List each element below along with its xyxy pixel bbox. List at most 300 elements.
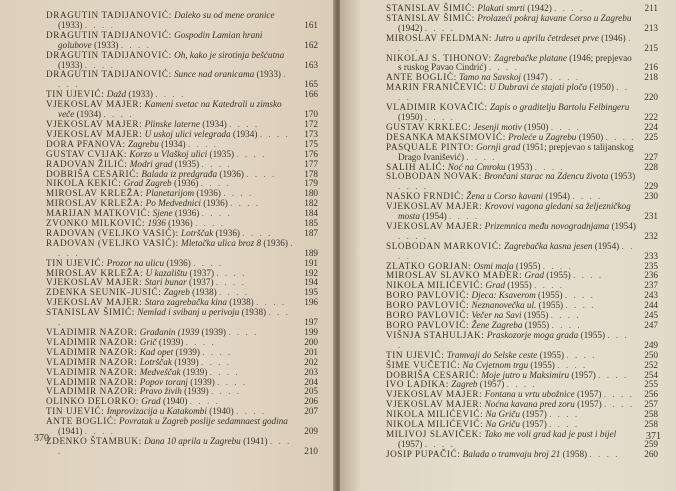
entry-page: 177 (304, 158, 318, 169)
entry-author: TIN UJEVIĆ: (46, 406, 105, 417)
dot-leader: . . . . (229, 118, 260, 129)
entry-year: (1942) (527, 3, 552, 13)
toc-entry (386, 83, 658, 103)
dot-leader: . . . . (200, 178, 231, 189)
toc-entry (46, 437, 318, 457)
entry-page: 249 (644, 339, 658, 350)
page-number: 370 (34, 433, 49, 444)
entry-author: STANISLAV ŠIMIĆ: (386, 12, 475, 23)
entry-year: (1933) (128, 89, 153, 100)
entry-page: 206 (304, 396, 318, 407)
entry-year: (1933) (93, 39, 119, 50)
entry-page: 191 (304, 257, 318, 268)
entry-year: (1935) (209, 148, 235, 159)
entry-author: VJEKOSLAV MAJER: (46, 297, 143, 308)
entry-year: (1957) (571, 369, 596, 380)
dot-leader: . . . . (228, 327, 259, 337)
entry-year: (1957) (522, 409, 547, 420)
dot-leader: . . . . (236, 148, 267, 159)
entry-title: Pravo živih (139, 386, 182, 397)
dot-leader: . . . . (550, 72, 581, 83)
entry-page: 175 (304, 138, 318, 149)
dot-leader: . . . . (194, 218, 226, 229)
entry-author: VLADIMIR NAZOR: (46, 386, 138, 397)
entry-author: NIKOLA MILIĆEVIĆ: (386, 409, 484, 420)
toc-entry (386, 14, 658, 34)
entry-author: DRAGUTIN TADIJANOVIĆ: (46, 49, 172, 60)
entry-page: 229 (644, 181, 658, 192)
dot-leader: . . . . (551, 320, 582, 330)
entry-page: 197 (304, 317, 318, 328)
entry-year: (1955) (507, 280, 532, 291)
entry-page: 218 (644, 72, 658, 83)
entry-year: (1950) (398, 111, 423, 122)
entry-author: NIKOLAJ S. TIHONOV: (386, 52, 492, 63)
entry-title: Prozor na ulicu (106, 257, 165, 268)
dot-leader: . . . . (566, 349, 597, 360)
entry-title: Grad (485, 280, 505, 291)
toc-entry (46, 100, 318, 120)
entry-title: Zagrebačke platane (494, 52, 567, 63)
entry-year: (1934) (202, 118, 227, 129)
entry-year: (1936) (173, 178, 199, 189)
entry-page: 203 (304, 366, 318, 377)
entry-page: 179 (304, 178, 318, 189)
entry-page: 245 (644, 310, 658, 321)
left-page (0, 0, 336, 491)
entry-page: 180 (304, 188, 318, 199)
entry-year: (1957) (479, 379, 505, 390)
entry-title: Na Griču (485, 419, 520, 430)
entry-title: Brončani starac na Zdencu života (484, 171, 609, 182)
dot-leader: . . . . (103, 109, 134, 120)
entry-author: ANTE BOGLIĆ: (46, 416, 117, 427)
entry-page: 184 (304, 208, 318, 219)
entry-author: ZDENKA SEUNIK-JUSIĆ: (46, 287, 162, 298)
entry-title: Zapis o graditelju Bartolu Felbingeru (489, 102, 630, 113)
entry-page: 207 (304, 406, 318, 417)
entry-page: 187 (304, 227, 318, 238)
entry-year: (1939) (190, 376, 215, 387)
dot-leader: . . . . (236, 406, 267, 417)
dot-leader: . . . . (200, 356, 232, 367)
entry-page: 225 (644, 131, 658, 142)
toc-entry (386, 222, 658, 242)
entry-author: DRAGUTIN TADIJANOVIĆ: (46, 10, 172, 20)
entry-title: Djeca: Ksaverom (471, 290, 536, 301)
entry-title: 1936 (147, 218, 166, 229)
entry-page: 254 (644, 369, 658, 380)
entry-title: U Dubravi će stajati ploča (489, 82, 588, 93)
entry-page: 201 (304, 346, 318, 357)
entry-author: SALIH ALIĆ: (386, 161, 446, 172)
entry-page: 210 (304, 445, 318, 456)
dot-leader: . . . . (554, 3, 585, 13)
entry-title: Dana 10 aprila u Zagrebu (144, 435, 241, 446)
entry-author: DRAGUTIN TADIJANOVIĆ: (46, 29, 172, 40)
entry-author: MIROSLAV SLAVKO MAĐER: (386, 270, 523, 281)
entry-page: 258 (644, 409, 658, 420)
dot-leader: . . . . (424, 111, 455, 122)
dot-leader: . . . . (424, 438, 455, 449)
dot-leader: . . . . (398, 32, 633, 53)
entry-title: Sjene (152, 208, 173, 219)
entry-year: (1947) (523, 72, 548, 83)
entry-title: Zagreb (163, 287, 190, 298)
dot-leader: . . . . (398, 240, 635, 261)
entry-author: STANISLAV ŠIMIĆ: (46, 307, 135, 318)
toc-entry (386, 54, 658, 74)
dot-leader: . . . . (216, 267, 247, 278)
entry-author: VJEKOSLAV MAJER: (386, 399, 483, 410)
entry-year: (1950) (523, 121, 549, 132)
dot-leader: . . . . (223, 188, 254, 199)
entry-title: Grad Zagreb (123, 178, 172, 189)
dot-leader: . . . . (534, 161, 565, 172)
entry-title: Jesenji motiv (473, 121, 522, 132)
entry-title: Praskozorje moga grada (486, 329, 579, 340)
entry-page: 237 (644, 280, 658, 291)
toc-entry (386, 172, 658, 192)
entry-year: (1957) (576, 389, 602, 400)
entry-page: 222 (644, 111, 658, 122)
entry-title: Lotrščak (139, 356, 172, 367)
dot-leader: . . . . (187, 138, 218, 149)
dot-leader: . . . . (189, 396, 220, 407)
entry-page: 213 (644, 22, 658, 33)
dot-leader: . . . . (598, 369, 629, 380)
entry-author: RADOVAN ŽILIĆ: (46, 158, 128, 169)
entry-year: (1942) (398, 22, 423, 33)
entry-year: (1934) (232, 128, 258, 139)
entry-author: VJEKOSLAV MAJER: (386, 220, 483, 231)
entry-author: VLADIMIR NAZOR: (46, 346, 138, 357)
dot-leader: . . . . (259, 128, 290, 139)
entry-page: 247 (644, 320, 658, 330)
dot-leader: . . . . (549, 419, 580, 430)
entry-page: 182 (304, 198, 318, 209)
entry-year: (1955) (515, 260, 541, 271)
entry-author: BORO PAVLOVIĆ: (386, 290, 470, 301)
entry-year: (1933) (256, 69, 281, 80)
dot-leader: . . . . (215, 277, 246, 288)
dot-leader: . . . . (58, 237, 295, 258)
entry-author: VLADIMIR NAZOR: (46, 336, 138, 347)
entry-title: Grad (141, 396, 161, 407)
entry-page: 235 (644, 260, 658, 271)
entry-page: 170 (304, 109, 318, 120)
entry-page: 227 (644, 151, 658, 162)
entry-year: (1954) (545, 191, 570, 202)
toc-entry (386, 34, 658, 54)
dot-leader: . . . . (424, 22, 455, 33)
entry-author: ZVONKO MILKOVIĆ: (46, 218, 146, 229)
entry-title: Prolazeći pokraj kavane Corso u Zagrebu (477, 12, 632, 23)
entry-author: VLADIMIR KOVAČIĆ: (386, 102, 488, 113)
entry-author: TIN UJEVIĆ: (46, 257, 105, 268)
entry-title: Zagrebu (128, 138, 159, 149)
entry-year: (1939) (201, 327, 226, 337)
entry-author: VIŠNJA STAHULJAK: (386, 329, 485, 340)
entry-title: Plakati smrti (477, 3, 525, 13)
dot-leader: . . . . (193, 257, 224, 268)
entry-title: Medveščak (139, 366, 181, 377)
dot-leader: . . . . (449, 211, 480, 222)
entry-page: 255 (644, 379, 658, 390)
entry-page: 172 (304, 118, 318, 129)
entry-title: Noć na Cmroku (447, 161, 506, 172)
entry-page: 250 (644, 349, 658, 360)
entry-page: 202 (304, 356, 318, 367)
dot-leader: . . . . (202, 346, 233, 357)
entry-title: Proleće u Zagrebu (508, 131, 577, 142)
entry-title: Nemlad i svibanj u perivoju (137, 307, 240, 318)
entry-author: BORO PAVLOVIĆ: (386, 300, 470, 311)
entry-year: (1957) (577, 399, 602, 410)
entry-title: Modri grad (129, 158, 173, 169)
dot-leader: . . . . (550, 310, 581, 321)
entry-page: 162 (304, 39, 318, 50)
entry-title: Gornji grad (476, 141, 521, 152)
entry-year: (1935) (174, 158, 200, 169)
dot-leader: . . . . (589, 448, 620, 459)
entry-year: (1950) (589, 82, 614, 93)
entry-year: (1954) (611, 220, 636, 231)
entry-year: (1939) (182, 366, 208, 377)
entry-author: RADOVAN (VELJKO VASIĆ): (46, 227, 179, 238)
entry-year: (1955) (530, 359, 555, 370)
toc-entry (46, 239, 318, 259)
dot-leader: . . . . (246, 168, 277, 179)
entry-author: VLADIMIR NAZOR: (46, 376, 138, 387)
entry-page: 243 (644, 290, 658, 301)
entry-title: Stara zagrebačka kina (144, 297, 227, 308)
entry-year: (1941) (58, 426, 83, 437)
dot-leader: . . . . (466, 151, 497, 162)
entry-page: 236 (644, 270, 658, 281)
entry-page: 252 (644, 359, 658, 370)
entry-year: (1936) (168, 218, 193, 229)
entry-title: Osmi maja (473, 260, 514, 271)
dot-leader: . . . . (218, 287, 250, 298)
dot-leader: . . . . (573, 270, 604, 281)
entry-page: 259 (644, 438, 658, 449)
entry-page: 165 (304, 79, 318, 90)
dot-leader: . . . . (201, 208, 232, 219)
entry-page: 199 (304, 327, 318, 337)
entry-page: 194 (304, 277, 318, 288)
dot-leader: . . . . (557, 359, 588, 370)
entry-year: (1940) (209, 406, 234, 417)
entry-title: Sunce nad oranicama (174, 69, 255, 80)
entry-year: (1933) (58, 19, 83, 30)
entry-year: (1939) (184, 386, 209, 397)
dot-leader: . . . . (209, 366, 240, 377)
entry-year: (1946) (601, 32, 626, 43)
dot-leader: . . . . (605, 131, 636, 142)
entry-year: (1934) (76, 109, 102, 120)
entry-author: MARIN FRANIČEVIĆ: (386, 82, 487, 93)
entry-year: (1955) (524, 320, 550, 330)
entry-year: (1933) (58, 59, 83, 70)
entry-year: (1946; prepjevao s ruskog Pavao Cindrić) (398, 52, 632, 73)
entry-author: VLADIMIR NAZOR: (46, 366, 138, 377)
entry-author: MIROSLAV KRLEŽA: (46, 267, 144, 278)
entry-title: Prizemnica među novogradnjama (484, 220, 610, 231)
entry-title: Krovovi vagona gledani sa željezničkog mosta (398, 201, 631, 222)
entry-page: 176 (304, 148, 318, 159)
dot-leader: . . . . (506, 379, 537, 390)
entry-year: (1934) (161, 138, 186, 149)
entry-author: VJEKOSLAV MAJER: (386, 201, 483, 212)
entry-page: 173 (304, 128, 318, 139)
toc-entry (46, 70, 318, 90)
entry-author: MIROSLAV KRLEŽA: (46, 198, 144, 209)
entry-author: VLADIMIR NAZOR: (46, 356, 138, 367)
entry-page: 256 (644, 389, 658, 400)
entry-year: (1936) (166, 257, 191, 268)
table-of-contents-left (46, 11, 318, 457)
entry-year: (1955) (538, 290, 563, 301)
entry-year: (1953) (610, 171, 636, 182)
entry-title: Večer na Savi (471, 310, 522, 321)
toc-entry (46, 51, 318, 71)
dot-leader: . . . . (84, 426, 115, 437)
toc-entry (46, 11, 318, 31)
entry-year: (1938) (229, 297, 254, 308)
entry-title: Zagrebačka kasna jesen (504, 240, 593, 251)
entry-author: NIKOLA MILIĆEVIĆ: (386, 419, 484, 430)
entry-author: MILIVOJ SLAVIČEK: (386, 428, 483, 439)
entry-author: IVO LADIKA: (386, 379, 449, 390)
entry-title: Balada iz predgrađa (141, 168, 218, 179)
entry-title: Kad opet (139, 346, 174, 357)
dot-leader: . . . . (58, 435, 292, 456)
entry-author: DORA PFANOVA: (46, 138, 126, 149)
entry-page: 211 (644, 3, 658, 13)
toc-entry (386, 242, 658, 262)
dot-leader: . . . . (120, 39, 151, 50)
entry-page: 224 (644, 121, 658, 132)
entry-author: DESANKA MAKSIMOVIĆ: (386, 131, 506, 142)
entry-author: NIKOLA MILIĆEVIĆ: (386, 280, 484, 291)
entry-page: 163 (304, 59, 318, 70)
entry-author: JOSIP PUPAČIĆ: (386, 448, 461, 459)
entry-title: Lotrščak (181, 227, 214, 238)
entry-author: TIN UJEVIĆ: (386, 349, 445, 360)
dot-leader: . . . . (217, 376, 248, 387)
dot-leader: . . . . (230, 198, 261, 209)
entry-year: (1950) (578, 131, 604, 142)
entry-title: Tamo na Savskoj (459, 72, 521, 83)
entry-year: (1939) (158, 336, 184, 347)
entry-author: OLINKO DELORKO: (46, 396, 139, 407)
entry-page: 232 (644, 230, 658, 241)
entry-year: (1955) (523, 310, 549, 321)
toc-entry (386, 103, 658, 123)
entry-title: Zagreb (451, 379, 478, 390)
toc-entry (386, 331, 658, 351)
entry-title: Improvizacija u Katakombi (106, 406, 207, 417)
entry-author: TIN UJEVIĆ: (46, 89, 105, 100)
entry-title: Neznanovečka ul. (471, 300, 537, 311)
entry-author: VJEKOSLAV MAJER: (386, 389, 483, 400)
entry-author: NASKO FRNDIĆ: (386, 191, 464, 202)
dot-leader: . . . . (398, 230, 429, 241)
entry-author: PASQUALE PINTO: (386, 141, 474, 152)
toc-entry (386, 430, 658, 450)
entry-title: Mletačka ulica broz 8 (181, 237, 262, 248)
entry-page: 204 (304, 376, 318, 387)
right-page (340, 0, 676, 491)
entry-page: 195 (304, 287, 318, 298)
dot-leader: . . . . (398, 82, 630, 103)
entry-author: RADOVAN (VELJKO VASIĆ): (46, 237, 179, 248)
dot-leader: . . . . (210, 386, 242, 397)
entry-year: (1936) (263, 237, 288, 248)
entry-page: 233 (644, 250, 658, 261)
entry-author: ŠIME VUČETIĆ: (386, 359, 461, 370)
entry-author: VJEKOSLAV MAJER: (46, 118, 143, 129)
entry-page: 189 (304, 247, 318, 258)
entry-title: Fontana u vrtu ubožnice (484, 389, 575, 400)
dot-leader: . . . . (398, 181, 429, 192)
dot-leader: . . . . (550, 121, 581, 132)
entry-title: Žene Zagreba (471, 320, 523, 330)
entry-page: 215 (644, 42, 658, 53)
entry-title: Jutro u aprilu četrdeset prve (494, 32, 599, 43)
entry-title: Po Medvednici (145, 198, 201, 209)
entry-title: Povratak u Zagreb poslije sedamnaest godina (119, 416, 288, 427)
entry-year: (1938) (192, 287, 217, 298)
entry-page: 161 (304, 19, 318, 30)
entry-page: 216 (644, 62, 658, 73)
dot-leader: . . . . (242, 227, 273, 238)
dot-leader: . . . . (84, 59, 115, 70)
dot-leader: . . . . (58, 307, 290, 328)
dot-leader: . . . . (256, 297, 287, 308)
entry-title: Građanin (1939 (139, 327, 200, 337)
entry-year: (1939) (175, 346, 200, 357)
entry-year: (1936) (219, 168, 244, 179)
dot-leader: . . . . (84, 19, 115, 30)
entry-title: Gospodin Lamian hrani golubove (58, 29, 263, 50)
entry-year: (1954) (422, 211, 447, 222)
entry-page: 178 (304, 168, 318, 179)
entry-author: SLOBODAN NOVAK: (386, 171, 482, 182)
entry-year: (1955) (580, 329, 606, 340)
entry-year: (1937) (189, 267, 215, 278)
entry-title: Popov toranj (139, 376, 188, 387)
dot-leader: . . . . (564, 290, 595, 301)
toc-entry (386, 202, 658, 222)
dot-leader: . . . . (565, 300, 596, 311)
entry-year: (1957) (398, 438, 423, 449)
entry-title: Grad (524, 270, 544, 281)
entry-author: VJEKOSLAV MAJER: (46, 128, 143, 139)
entry-page: 205 (304, 386, 318, 397)
entry-title: U uskoj ulici velegrada (144, 128, 231, 139)
entry-year: (1936) (203, 198, 228, 209)
entry-title: Korzo u Vlaškoj ulici (129, 148, 208, 159)
dot-leader: . . . . (488, 62, 519, 73)
entry-page: 231 (644, 211, 658, 222)
entry-page: 166 (304, 89, 318, 100)
entry-author: DOBRIŠA CESARIĆ: (386, 369, 480, 380)
entry-year: (1958) (562, 448, 588, 459)
entry-page: 230 (644, 191, 658, 202)
entry-author: GUSTAV CVIJAK: (46, 148, 128, 159)
